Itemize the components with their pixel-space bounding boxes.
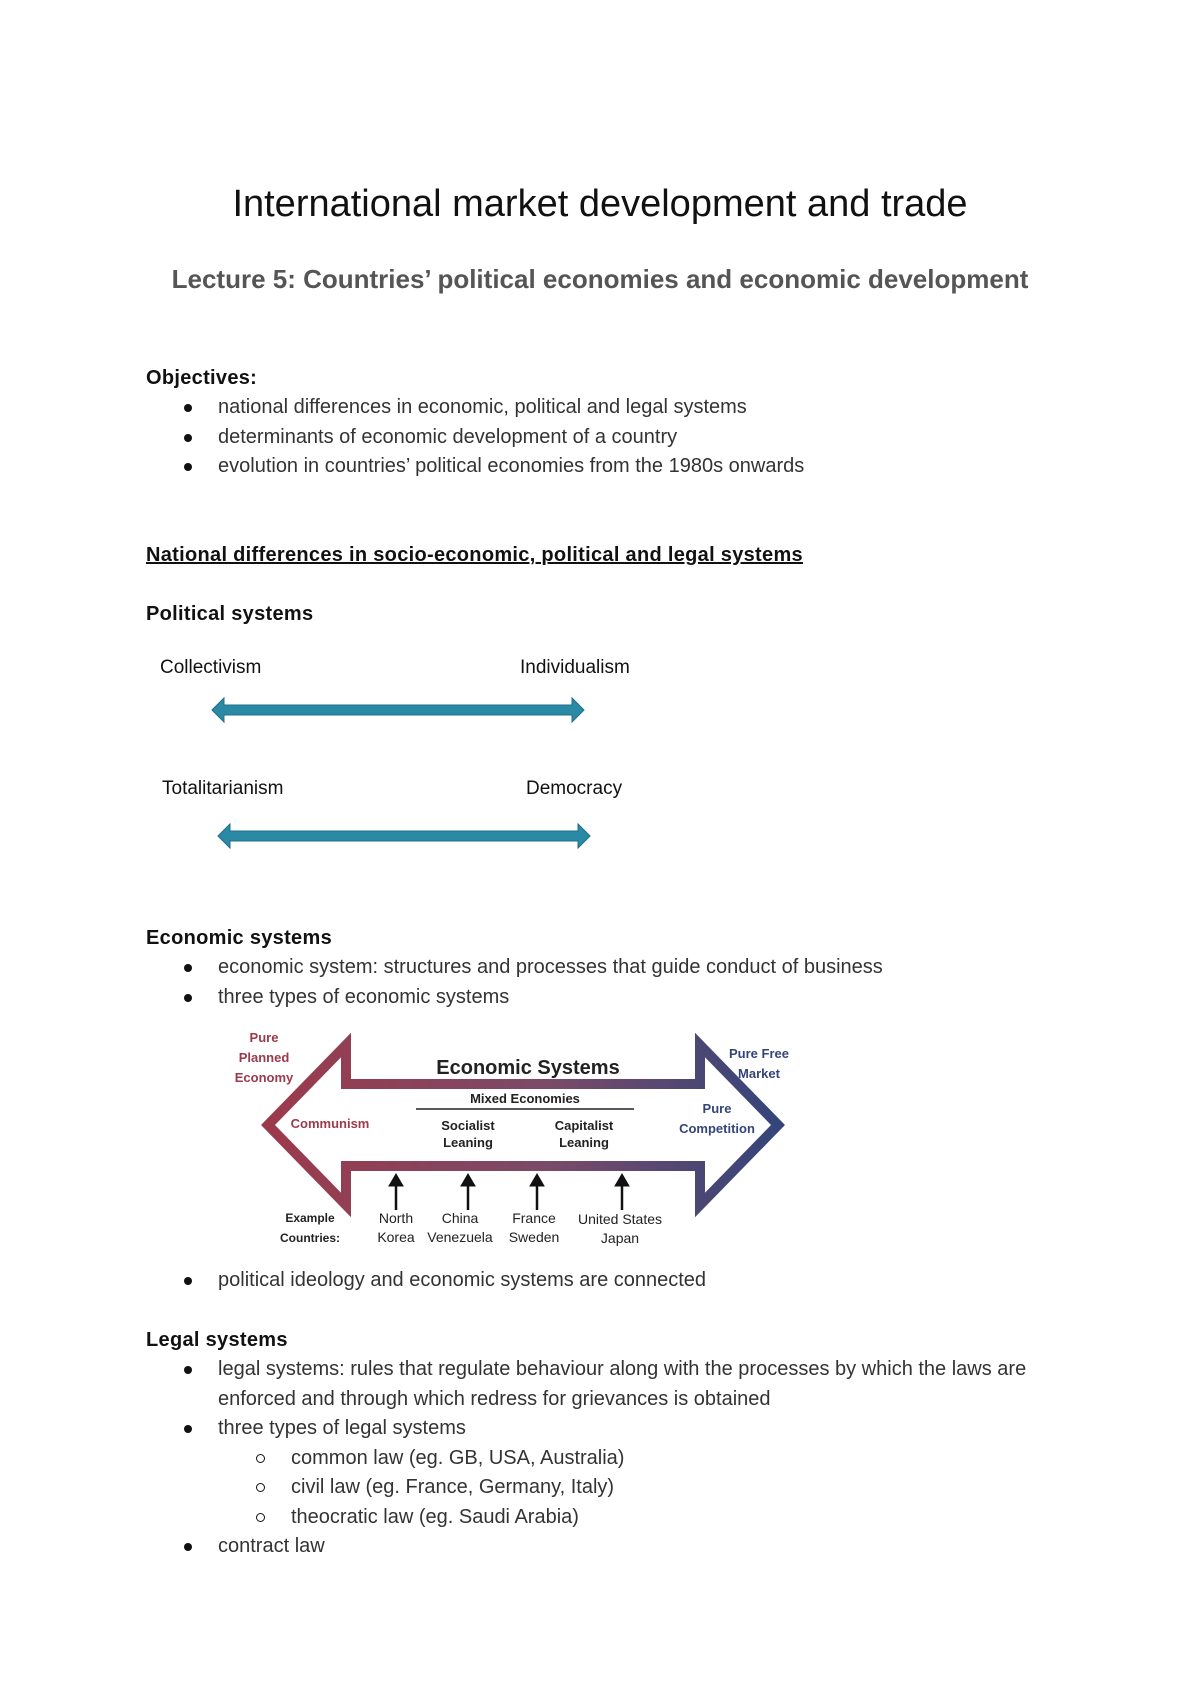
lecture-subtitle: Lecture 5: Countries’ political economies and economic development <box>171 264 1029 294</box>
page-title: International market development and trade <box>232 183 968 225</box>
mixed-economies-label: Mixed Economies <box>470 1091 580 1106</box>
sublist-item: common law (eg. GB, USA, Australia) <box>218 1444 1066 1474</box>
diagram-title: Economic Systems <box>436 1057 620 1079</box>
double-arrow-icon <box>218 824 590 848</box>
up-arrow-icon <box>615 1174 629 1186</box>
economic-systems-diagram <box>228 1030 798 1250</box>
legal-list <box>146 1355 1066 1562</box>
country-label: Venezuela <box>427 1229 493 1245</box>
up-arrow-icon <box>389 1174 403 1186</box>
right-end-label: Pure Free <box>729 1046 789 1061</box>
legal-sublist <box>218 1444 1066 1533</box>
list-item: three types of economic systems <box>146 983 1066 1013</box>
country-label: Japan <box>600 1230 640 1246</box>
communism-label: Communism <box>290 1116 370 1131</box>
economic-list-continued <box>146 1266 1066 1296</box>
political-systems-heading: Political systems <box>146 603 314 625</box>
country-label: United States <box>577 1211 663 1227</box>
capitalist-label: Capitalist <box>554 1118 614 1133</box>
sublist-item: theocratic law (eg. Saudi Arabia) <box>218 1503 1066 1533</box>
socialist-label: Leaning <box>443 1135 493 1150</box>
right-end-label: Market <box>738 1066 780 1081</box>
list-item: political ideology and economic systems are connected <box>146 1266 1066 1296</box>
list-item: national differences in economic, political and legal systems <box>146 393 1066 423</box>
example-countries-label: Example <box>285 1211 335 1225</box>
country-label: Sweden <box>508 1229 560 1245</box>
objectives-list <box>146 393 1066 482</box>
list-item <box>146 1414 1066 1532</box>
capitalist-label: Leaning <box>559 1135 609 1150</box>
up-arrow-icon <box>530 1174 544 1186</box>
list-item: determinants of economic development of a country <box>146 423 1066 453</box>
objectives-heading: Objectives: <box>146 367 258 389</box>
list-item: contract law <box>146 1532 1066 1562</box>
list-item-text: three types of legal systems <box>218 1417 466 1439</box>
sublist-item: civil law (eg. France, Germany, Italy) <box>218 1473 1066 1503</box>
country-label: Korea <box>377 1229 415 1245</box>
pure-competition-label: Competition <box>679 1121 755 1136</box>
pure-competition-label: Pure <box>702 1101 732 1116</box>
socialist-label: Socialist <box>441 1118 495 1133</box>
section-heading: National differences in socio-economic, political and legal systems <box>146 544 803 566</box>
economic-systems-heading: Economic systems <box>146 927 332 949</box>
spectrum-left-label: Collectivism <box>160 657 262 678</box>
country-label: North <box>378 1210 414 1226</box>
spectrum-right-label: Democracy <box>526 778 623 799</box>
up-arrow-icon <box>461 1174 475 1186</box>
left-end-label: Pure <box>249 1030 279 1045</box>
list-item: legal systems: rules that regulate behaviour along with the processes by which the laws are enforced and through which redress for grievances is obtained <box>146 1355 1066 1414</box>
country-label: China <box>441 1210 479 1226</box>
example-countries-label: Countries: <box>280 1231 340 1245</box>
left-end-label: Planned <box>238 1050 290 1065</box>
country-label: France <box>512 1210 556 1226</box>
list-item: economic system: structures and processes that guide conduct of business <box>146 953 1066 983</box>
double-arrow-icon <box>212 698 584 722</box>
left-end-label: Economy <box>234 1070 294 1085</box>
list-item: evolution in countries’ political economies from the 1980s onwards <box>146 452 1066 482</box>
spectrum-left-label: Totalitarianism <box>162 778 284 799</box>
spectrum-right-label: Individualism <box>520 657 630 678</box>
economic-list <box>146 953 1066 1012</box>
legal-systems-heading: Legal systems <box>146 1329 288 1351</box>
